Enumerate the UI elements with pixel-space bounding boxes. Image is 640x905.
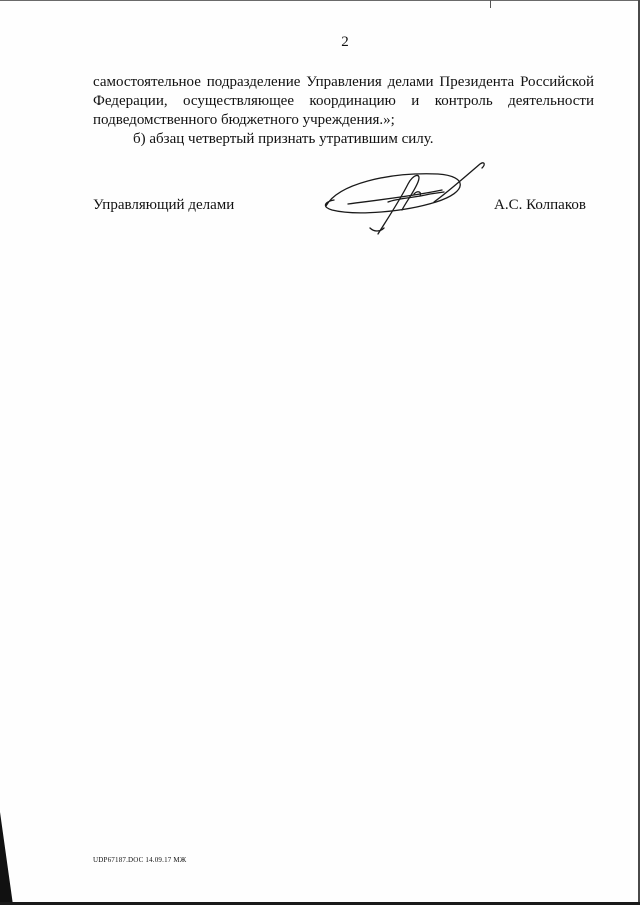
signer-title: Управляющий делами <box>93 197 235 213</box>
body-text <box>93 73 594 149</box>
scan-top-edge <box>0 0 640 1</box>
footer-document-code: UDP67187.DOC 14.09.17 МЖ <box>93 856 187 864</box>
handwritten-signature <box>318 158 493 238</box>
body-line-4: б) абзац четвертый признать утратившим силу. <box>133 131 434 147</box>
scan-left-shadow <box>0 812 13 905</box>
page-number: 2 <box>341 34 349 50</box>
scan-tick-mark <box>490 0 491 8</box>
signer-name: А.С. Колпаков <box>494 197 586 213</box>
body-line-1: самостоятельное подразделение Управления делами Президента Российской <box>93 74 594 90</box>
body-line-2: Федерации, осуществляющее координацию и контроль деятельности <box>93 93 594 109</box>
body-line-3: подведомственного бюджетного учреждения.»; <box>93 112 395 128</box>
